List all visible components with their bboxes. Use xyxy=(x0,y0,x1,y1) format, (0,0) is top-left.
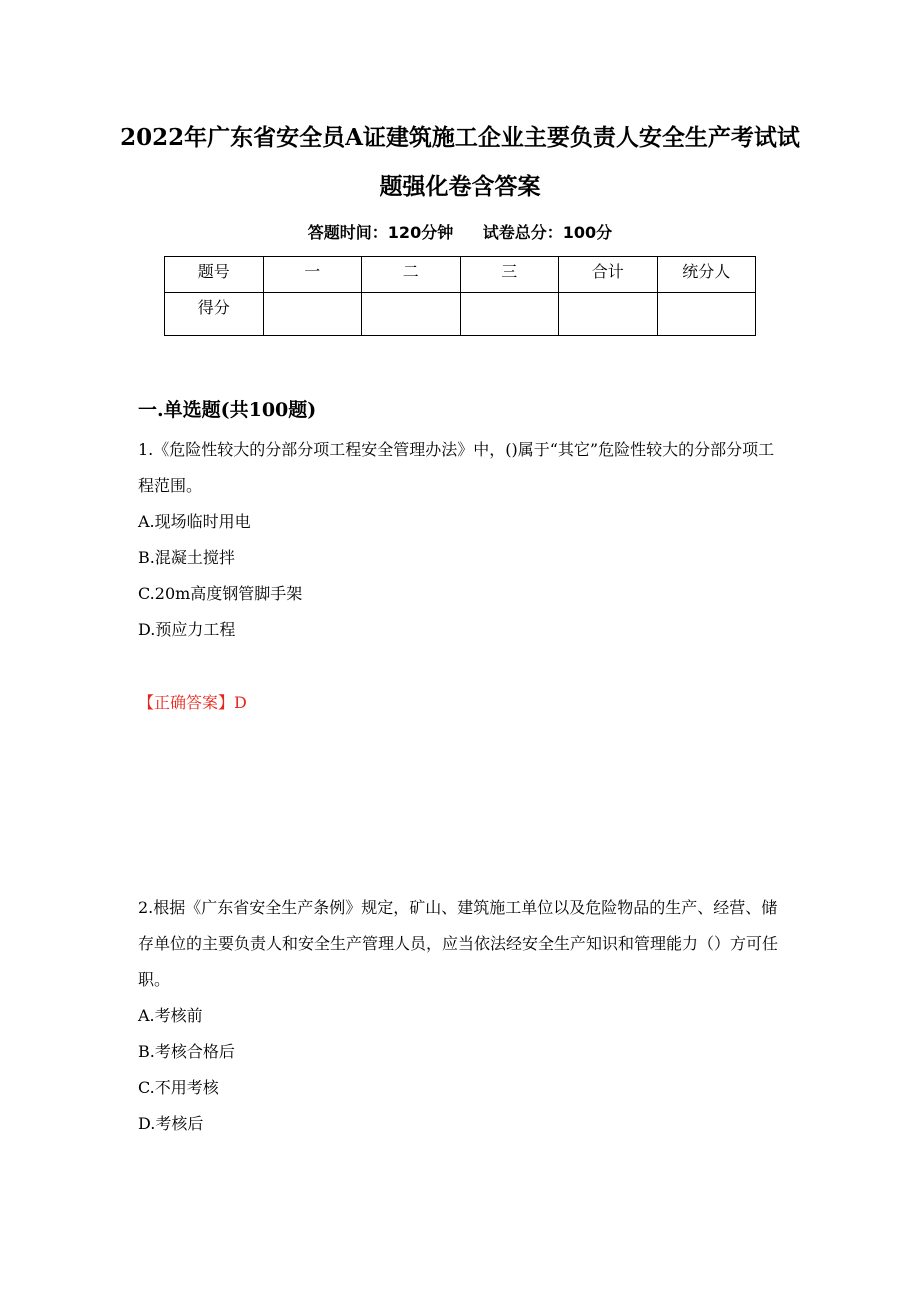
question-option-c: C.20m高度钢管脚手架 xyxy=(138,584,303,603)
score-header-cell: 一 xyxy=(263,257,362,293)
question-option-d: D.预应力工程 xyxy=(138,620,236,639)
question-stem: 1.《危险性较大的分部分项工程安全管理办法》中，()属于“其它”危险性较大的分部分项工程范围。 xyxy=(138,440,775,495)
score-table-header-row xyxy=(165,257,756,293)
correct-answer: 【正确答案】D xyxy=(138,693,247,712)
exam-total-score: 试卷总分：100分 xyxy=(482,223,613,242)
score-cell xyxy=(362,293,461,336)
score-header-cell: 合计 xyxy=(559,257,658,293)
score-cell xyxy=(657,293,756,336)
question-option-a: A.现场临时用电 xyxy=(138,512,251,531)
score-cell xyxy=(460,293,559,336)
question-option-b: B.考核合格后 xyxy=(138,1042,235,1061)
score-row-label: 得分 xyxy=(165,293,264,336)
score-header-cell: 统分人 xyxy=(657,257,756,293)
question-option-b: B.混凝土搅拌 xyxy=(138,548,235,567)
score-header-cell: 题号 xyxy=(165,257,264,293)
exam-time: 答题时间：120分钟 xyxy=(307,223,454,242)
score-cell xyxy=(263,293,362,336)
question-2 xyxy=(138,890,788,1142)
score-table xyxy=(164,256,756,336)
section-title: 一.单选题(共100题) xyxy=(138,399,317,421)
question-stem: 2.根据《广东省安全生产条例》规定，矿山、建筑施工单位以及危险物品的生产、经营、储存单位的主要负责人和安全生产管理人员，应当依法经安全生产知识和管理能力（）方可任职。 xyxy=(138,898,779,989)
score-header-cell: 二 xyxy=(362,257,461,293)
question-option-d: D.考核后 xyxy=(138,1114,204,1133)
doc-title-line-2: 题强化卷含答案 xyxy=(379,173,541,200)
question-option-c: C.不用考核 xyxy=(138,1078,219,1097)
exam-meta xyxy=(160,221,760,245)
question-option-a: A.考核前 xyxy=(138,1006,203,1025)
score-header-cell: 三 xyxy=(460,257,559,293)
question-1 xyxy=(138,432,788,648)
doc-title-line-1: 2022年广东省安全员A证建筑施工企业主要负责人安全生产考试试 xyxy=(120,124,800,151)
score-cell xyxy=(559,293,658,336)
score-table-score-row xyxy=(165,293,756,336)
